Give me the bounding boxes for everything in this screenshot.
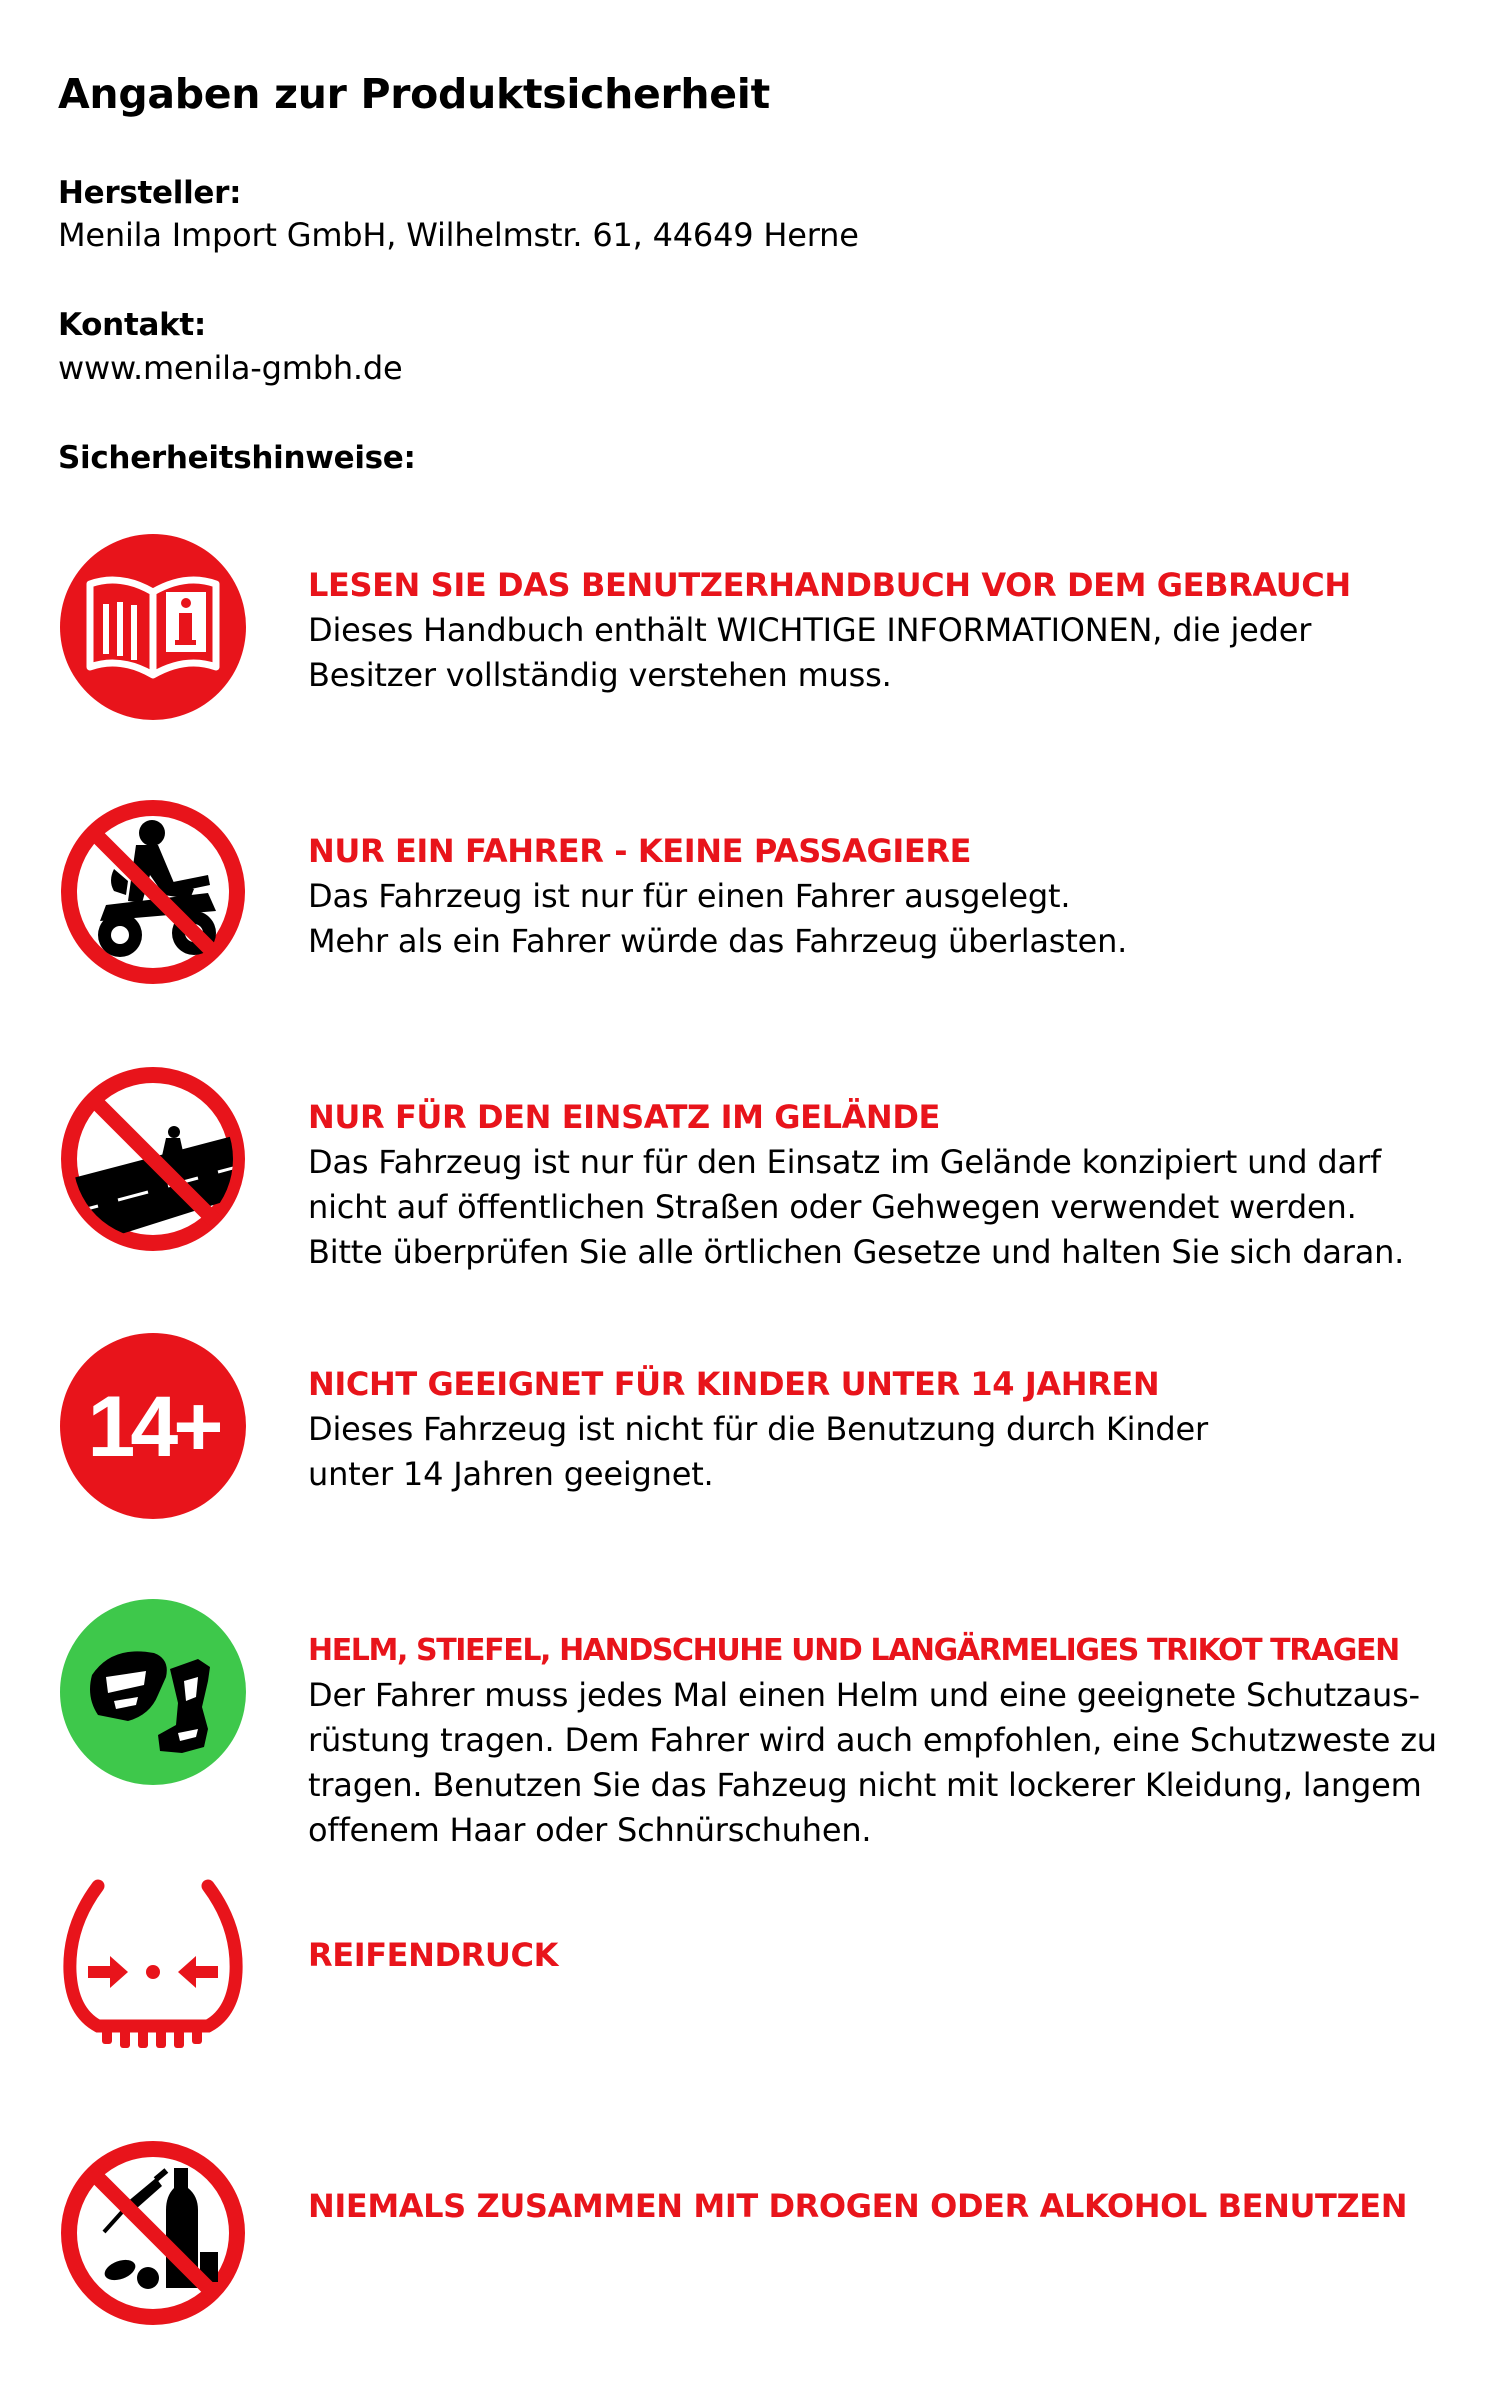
no-passenger-icon	[58, 797, 248, 987]
item-body: Dieses Fahrzeug ist nicht für die Benutzung durch Kinder unter 14 Jahren geeignet.	[308, 1410, 1208, 1493]
item-heading: NIEMALS ZUSAMMEN MIT DROGEN ODER ALKOHOL BENUTZEN	[308, 2187, 1408, 2225]
page-title: Angaben zur Produktsicherheit	[58, 70, 770, 118]
svg-text:14+: 14+	[87, 1379, 219, 1475]
manufacturer-value: Menila Import GmbH, Wilhelmstr. 61, 44649 Herne	[58, 216, 859, 254]
tire-pressure-icon	[58, 1876, 248, 2066]
item-body: Das Fahrzeug ist nur für einen Fahrer ausgelegt. Mehr als ein Fahrer würde das Fahrzeug überlasten.	[308, 877, 1128, 960]
safety-label: Sicherheitshinweise:	[58, 440, 416, 476]
item-heading: LESEN SIE DAS BENUTZERHANDBUCH VOR DEM GEBRAUCH	[308, 566, 1351, 604]
contact-label: Kontakt:	[58, 307, 207, 343]
item-heading: HELM, STIEFEL, HANDSCHUHE UND LANGÄRMELIGES TRIKOT TRAGEN	[308, 1633, 1399, 1668]
no-road-icon	[58, 1064, 248, 1254]
item-heading: REIFENDRUCK	[308, 1936, 558, 1974]
item-body: Der Fahrer muss jedes Mal einen Helm und eine geeignete Schutzaus- rüstung tragen. Dem Fahrer wird auch empfohlen, eine Schutzweste zu tragen. Benutzen Sie das Fahzeug nicht mit lockerer Kleidung, langem offenem Haar oder Schnürschuhen.	[308, 1676, 1437, 1849]
item-body: Das Fahrzeug ist nur für den Einsatz im Gelände konzipiert und darf nicht auf öffentlichen Straßen oder Gehwegen verwendet werden. Bitte überprüfen Sie alle örtlichen Gesetze und halten Sie sich daran.	[308, 1143, 1405, 1271]
no-drugs-alcohol-icon	[58, 2138, 248, 2328]
item-heading: NICHT GEEIGNET FÜR KINDER UNTER 14 JAHREN	[308, 1365, 1160, 1403]
item-body: Dieses Handbuch enthält WICHTIGE INFORMATIONEN, die jeder Besitzer vollständig verstehen muss.	[308, 611, 1312, 694]
manufacturer-label: Hersteller:	[58, 175, 242, 211]
age-14-icon	[58, 1331, 248, 1521]
item-heading: NUR EIN FAHRER - KEINE PASSAGIERE	[308, 832, 972, 870]
manual-icon	[58, 532, 248, 722]
helmet-boot-icon	[58, 1597, 248, 1787]
contact-value: www.menila-gmbh.de	[58, 349, 403, 387]
item-heading: NUR FÜR DEN EINSATZ IM GELÄNDE	[308, 1098, 940, 1136]
